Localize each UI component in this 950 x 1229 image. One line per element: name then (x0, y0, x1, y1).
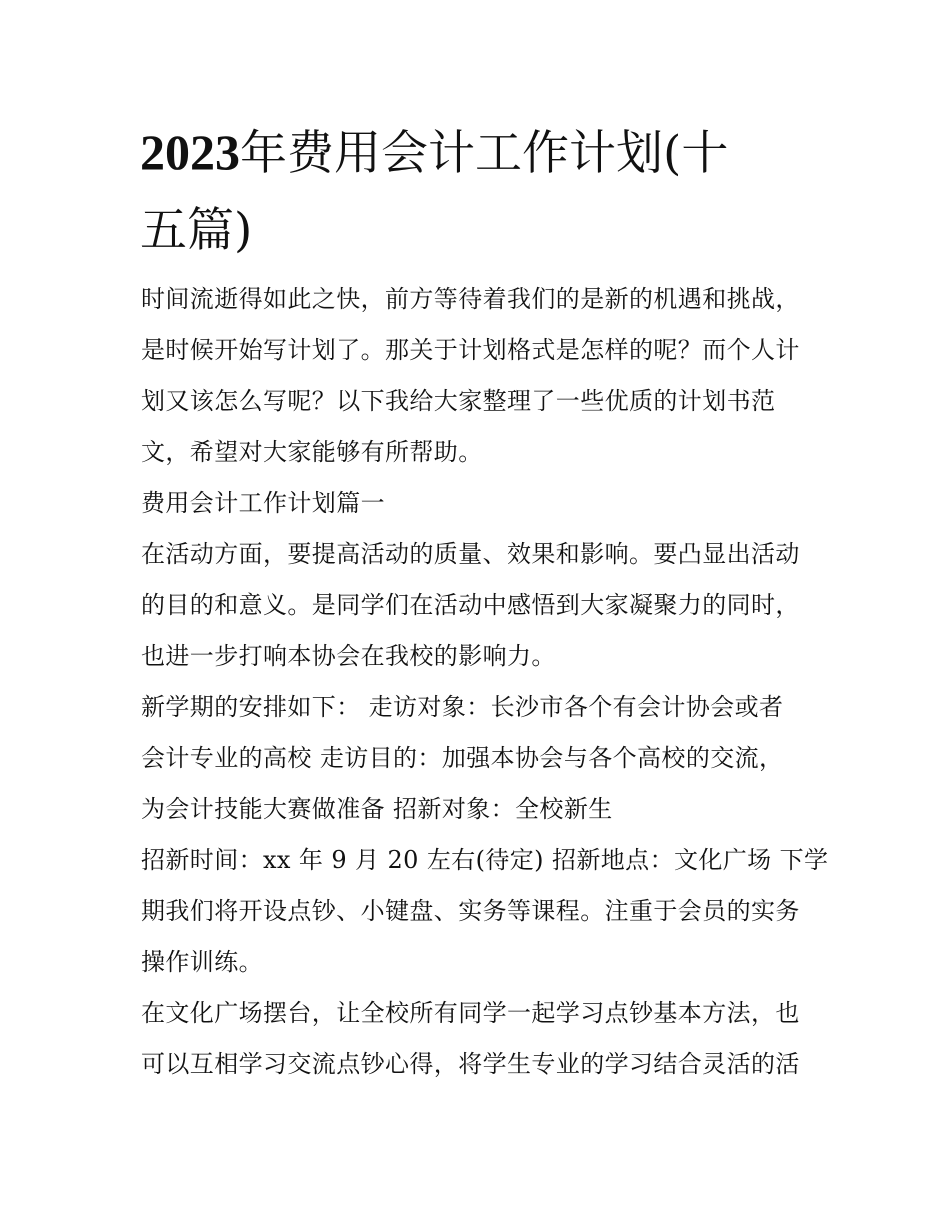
paragraph-line: 也进一步打响本协会在我校的影响力。 (141, 642, 556, 670)
section-heading: 费用会计工作计划篇一 (141, 489, 385, 517)
title-year: 2023 (140, 124, 240, 180)
paragraph-line: 操作训练。 (141, 948, 263, 976)
paragraph-line: 在活动方面，要提高活动的质量、效果和影响。要凸显出活动 (141, 540, 800, 568)
paragraph-line: 会计专业的高校 走访目的：加强本协会与各个高校的交流， (141, 744, 784, 772)
paragraph-line: 在文化广场摆台，让全校所有同学一起学习点钞基本方法，也 (141, 999, 800, 1027)
paragraph-line: 新学期的安排如下： 走访对象：长沙市各个有会计协会或者 (141, 693, 784, 721)
title-text-line2: 五篇) (140, 203, 253, 258)
intro-line-1: 时间流逝得如此之快，前方等待着我们的是新的机遇和挑战， (141, 285, 800, 313)
intro-line-2: 是时候开始写计划了。那关于计划格式是怎样的呢？而个人计 (141, 336, 800, 364)
paragraph-line: 期我们将开设点钞、小键盘、实务等课程。注重于会员的实务 (141, 897, 800, 925)
paragraph-line: 为会计技能大赛做准备 招新对象：全校新生 (141, 795, 613, 823)
intro-line-3: 划又该怎么写呢？以下我给大家整理了一些优质的计划书范 (141, 387, 776, 415)
paragraph-line: 招新时间：xx 年 9 月 20 左右(待定) 招新地点：文化广场 下学 (141, 846, 829, 874)
paragraph-line: 可以互相学习交流点钞心得，将学生专业的学习结合灵活的活 (141, 1050, 800, 1078)
paragraph-line: 的目的和意义。是同学们在活动中感悟到大家凝聚力的同时， (141, 591, 800, 619)
intro-line-4: 文，希望对大家能够有所帮助。 (141, 438, 483, 466)
title-text-line1: 年费用会计工作计划(十 (240, 126, 729, 181)
document-title (140, 114, 820, 269)
